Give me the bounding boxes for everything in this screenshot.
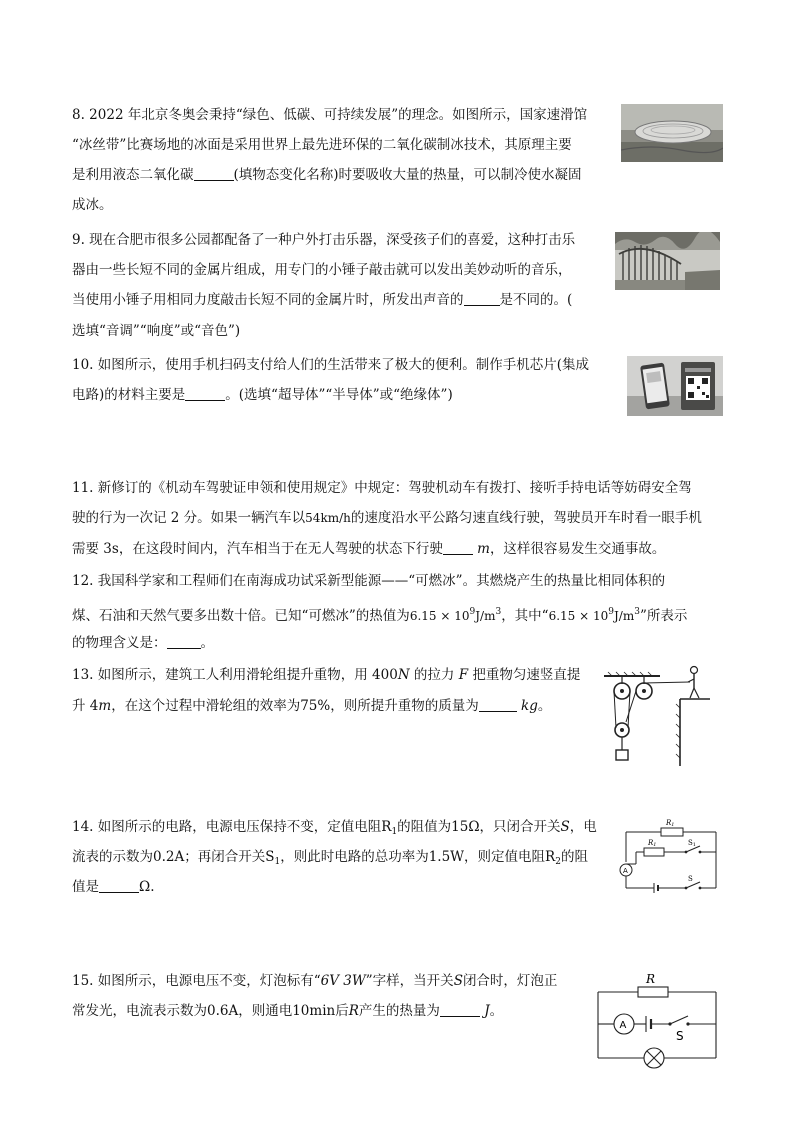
- q8-text-b: (填物态变化名称)时要吸收大量的热量，可以制冷使水凝固: [233, 167, 582, 183]
- q14-line-2: 流表的示数为0.2A；再闭合开关$S_1$，则此时电路的总功率为1.5W，则定值电阻$R_2$的阻: [72, 849, 588, 867]
- q13-answer-blank[interactable]: [479, 696, 517, 712]
- s1-label: S1: [688, 839, 696, 848]
- q14-line-3: 值是 Ω.: [72, 879, 155, 895]
- q13-line-1: 13. 如图所示，建筑工人利用滑轮组提升重物，用 400N 的拉力 F 把重物匀速竖直提: [72, 667, 581, 683]
- q11-line-2: 驶的行为一次记 2 分。如果一辆汽车以54km/h的速度沿水平公路匀速直线行驶，驾驶员开车时看一眼手机: [72, 510, 702, 526]
- q9-line-4: 选填“音调”“响度”或“音色”): [72, 323, 241, 339]
- q8-line-3: [72, 160, 582, 190]
- pulley-system-diagram: [600, 662, 710, 766]
- park-percussion-instrument-photo: [615, 232, 720, 290]
- q10-line-2: 电路)的材料主要是 。(选填“超导体”“半导体”或“绝缘体”): [72, 387, 453, 403]
- q12-answer-blank[interactable]: [167, 633, 201, 649]
- r1-label: R1: [666, 819, 675, 828]
- q9-line-2: 器由一些长短不同的金属片组成，用专门的小锤子敲击就可以发出美妙动听的音乐，: [72, 262, 572, 278]
- circuit-diagram-q14: [616, 812, 722, 898]
- q12-line-1: 12. 我国科学家和工程师们在南海成功试采新型能源——“可燃冰”。其燃烧产生的热量比相同体积的: [72, 573, 666, 589]
- q8-line-1: 8. 2022 年北京冬奥会秉持“绿色、低碳、可持续发展”的理念。如图所示，国家速滑馆: [72, 107, 588, 123]
- circuit-diagram-q15: [594, 966, 720, 1078]
- q8-answer-blank[interactable]: [194, 165, 234, 181]
- q11-line-1: 11. 新修订的《机动车驾驶证申领和使用规定》中规定：驾驶机动车有拨打、接听手持电话等妨碍安全驾: [72, 480, 692, 496]
- q14-answer-blank[interactable]: [99, 877, 139, 893]
- ammeter-label: A: [623, 867, 628, 875]
- phone-qr-payment-photo: [627, 356, 723, 416]
- q10-line-1: 10. 如图所示，使用手机扫码支付给人们的生活带来了极大的便利。制作手机芯片(集成: [72, 357, 590, 373]
- r2-label: R1: [648, 839, 657, 848]
- q8-line-4: 成冰。: [72, 197, 113, 213]
- q14-line-1: 14. 如图所示的电路，电源电压保持不变，定值电阻$R_1$的阻值为15Ω，只闭合开关S，电: [72, 819, 597, 837]
- ammeter-label-q15: A: [619, 1020, 627, 1031]
- q15-answer-blank[interactable]: [440, 1001, 480, 1017]
- q13-line-2: 升 4m，在这个过程中滑轮组的效率为75%，则所提升重物的质量为 kg。: [72, 698, 552, 714]
- q8-line-2: “冰丝带”比赛场地的冰面是采用世界上最先进环保的二氧化碳制冰技术，其原理主要: [72, 137, 572, 153]
- q8-text-a: 是利用液态二氧化碳: [72, 167, 194, 183]
- q15-line-2: 常发光，电流表示数为0.6A，则通电10min后R产生的热量为 J。: [72, 1003, 504, 1019]
- q12-line-3: 的物理含义是： 。: [72, 635, 214, 651]
- s-label: S: [688, 875, 693, 883]
- q11-line-3: 需要 3s，在这段时间内，汽车相当于在无人驾驶的状态下行驶 m，这样很容易发生交通事故。: [72, 541, 666, 557]
- speed-skating-oval-photo: [621, 104, 723, 162]
- q9-line-3: 当使用小锤子用相同力度敲击长短不同的金属片时，所发出声音的 是不同的。(: [72, 292, 573, 308]
- q9-line-1: 9. 现在合肥市很多公园都配备了一种户外打击乐器，深受孩子们的喜爱，这种打击乐: [72, 232, 576, 248]
- q12-line-2: 煤、石油和天然气要多出数十倍。已知“可燃冰”的热值为$6.15 \times 10^9J/m^3$，其中“$6.15 \times 10^9J/m^3$”所表示: [72, 607, 688, 624]
- s-label-q15: S: [676, 1029, 684, 1043]
- r-label: R: [646, 972, 656, 986]
- q11-answer-blank[interactable]: [443, 539, 473, 555]
- q15-line-1: 15. 如图所示，电源电压不变，灯泡标有“6V 3W”字样，当开关S闭合时，灯泡正: [72, 973, 558, 989]
- q9-answer-blank[interactable]: [464, 290, 500, 306]
- q10-answer-blank[interactable]: [185, 385, 225, 401]
